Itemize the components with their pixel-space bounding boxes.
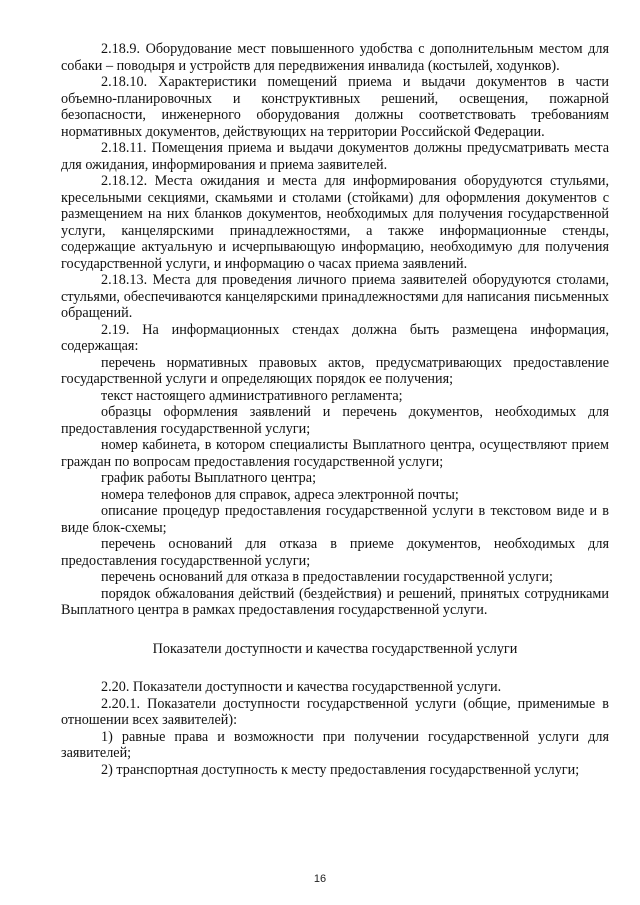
- paragraph-2-18-13: 2.18.13. Места для проведения личного приема заявителей оборудуются столами, стульями, обеспечиваются канцелярскими принадлежностями для написания письменных обращений.: [61, 272, 609, 321]
- list-item-work-schedule: график работы Выплатного центра;: [101, 470, 317, 486]
- paragraph-2-18-10: 2.18.10. Характеристики помещений приема и выдачи документов в части объемно-планировочных и конструктивных решений, освещения, пожарной безопасности, инженерного оборудования должны соответствовать требованиям нормативных документов, действующих на территории Российской Федерации.: [61, 74, 609, 140]
- list-item-appeal-procedure: порядок обжалования действий (бездействия) и решений, принятых сотрудниками Выплатного центра в рамках предоставления государственной услуги.: [61, 585, 609, 618]
- list-item-phone-numbers: номера телефонов для справок, адреса электронной почты;: [101, 486, 459, 503]
- section-heading: Показатели доступности и качества государственной услуги: [152, 640, 518, 657]
- list-item-procedure-description: описание процедур предоставления государственной услуги в текстовом виде и в виде блок-схемы;: [61, 503, 609, 536]
- list-item-regulation-text: текст настоящего административного регламента;: [101, 387, 403, 404]
- paragraph-2-18-11: 2.18.11. Помещения приема и выдачи документов должны предусматривать места для ожидания, информирования и приема заявителей.: [61, 140, 609, 173]
- list-item-transport-access: 2) транспортная доступность к месту предоставления государственной услуги;: [101, 761, 580, 778]
- list-item-normative-acts: перечень нормативных правовых актов, предусматривающих предоставление государственной услуги и определяющих порядок ее получения;: [61, 354, 609, 387]
- page-number: 16: [313, 873, 327, 885]
- paragraph-2-19: 2.19. На информационных стендах должна быть размещена информация, содержащая:: [61, 321, 609, 354]
- paragraph-2-18-12: 2.18.12. Места ожидания и места для информирования оборудуются стульями, кресельными секциями, скамьями и столами (стойками) для оформления документов с размещением на них бланков документов, необходимых для получения государственной услуги, канцелярскими принадлежностями, а также информационные стенды, содержащие актуальную и исчерпывающую информацию, необходимую для получения государственной услуги, и информацию о часах приема заявлений.: [61, 173, 609, 272]
- list-item-office-number: номер кабинета, в котором специалисты Выплатного центра, осуществляют прием граждан по вопросам предоставления государственной услуги;: [61, 437, 609, 470]
- paragraph-2-20-1: 2.20.1. Показатели доступности государственной услуги (общие, применимые в отношении всех заявителей):: [61, 695, 609, 728]
- paragraph-2-18-9: 2.18.9. Оборудование мест повышенного удобства с дополнительным местом для собаки – поводыря и устройств для передвижения инвалида (костылей, ходунков).: [61, 41, 609, 74]
- list-item-application-samples: образцы оформления заявлений и перечень документов, необходимых для предоставления государственной услуги;: [61, 404, 609, 437]
- document-body: [61, 41, 609, 778]
- list-item-equal-rights: 1) равные права и возможности при получении государственной услуги для заявителей;: [61, 728, 609, 761]
- paragraph-2-20: 2.20. Показатели доступности и качества государственной услуги.: [101, 679, 502, 695]
- list-item-refusal-reception: перечень оснований для отказа в приеме документов, необходимых для предоставления государственной услуги;: [61, 536, 609, 569]
- list-item-refusal-service: перечень оснований для отказа в предоставлении государственной услуги;: [101, 569, 553, 585]
